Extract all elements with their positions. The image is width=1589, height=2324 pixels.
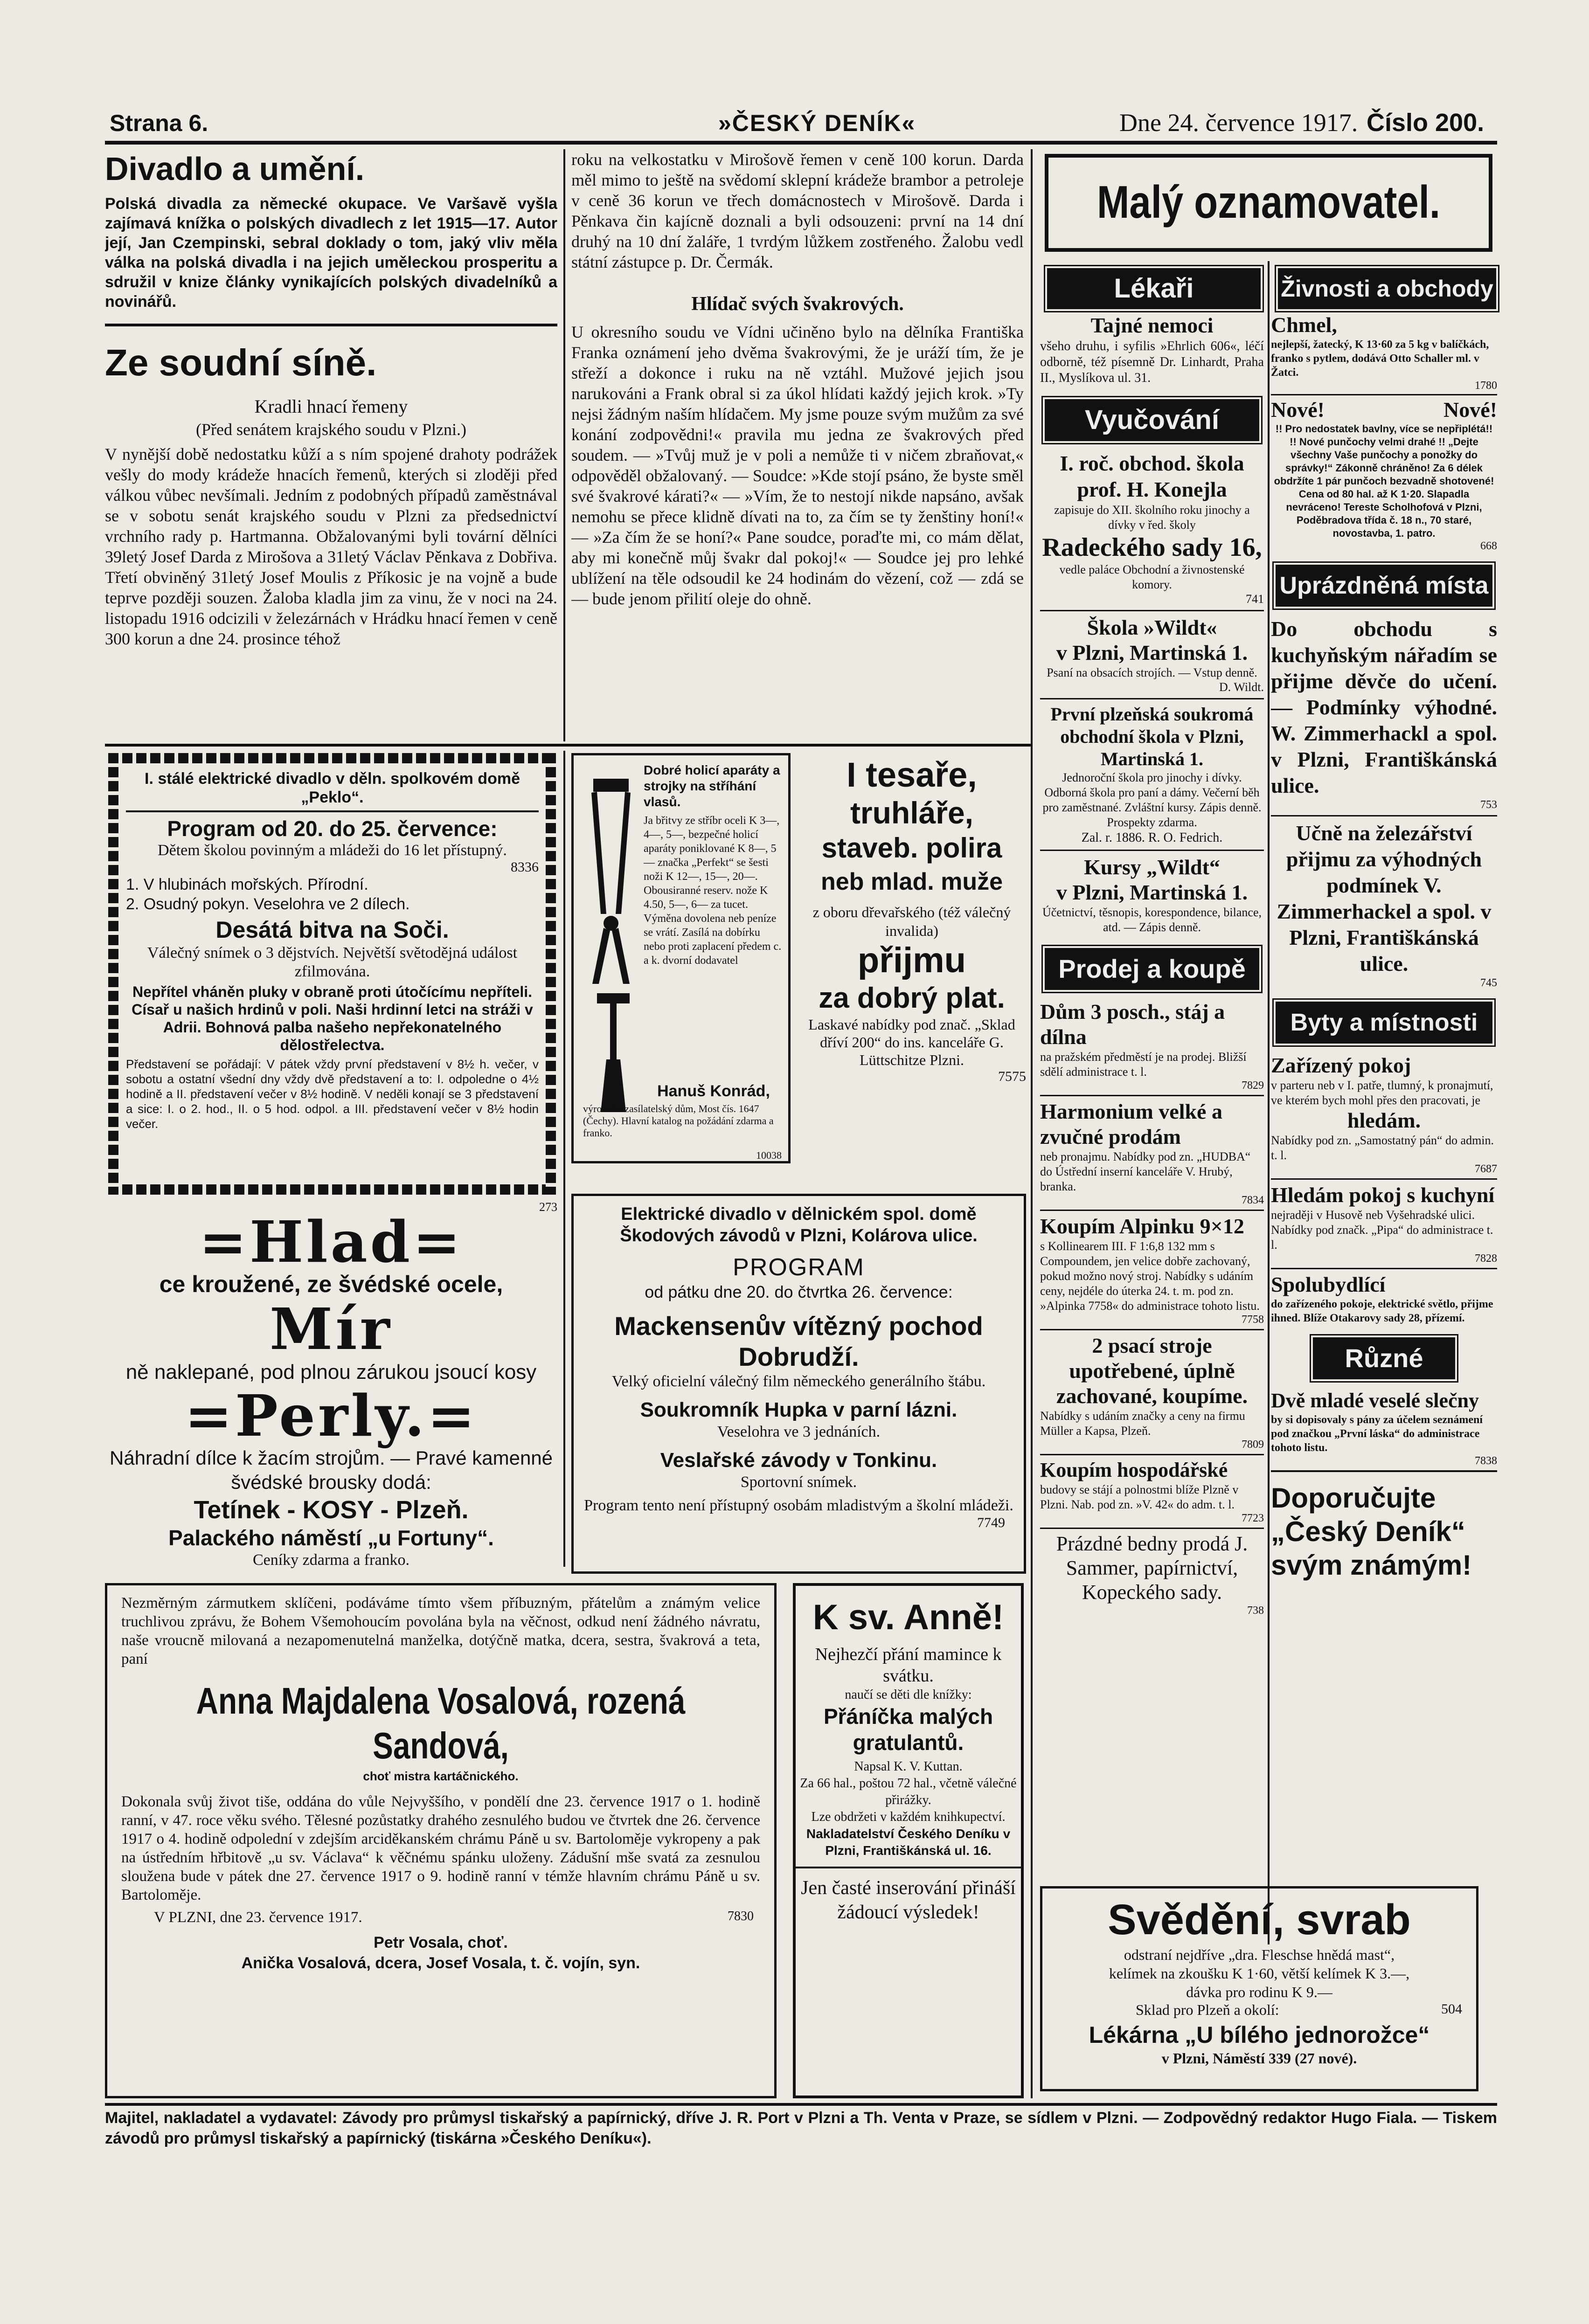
hair-clipper-icon [583,774,639,989]
ad-headline: Nové! [1271,398,1325,422]
ad-text: Nabídky pod zn. „Samostatný pán“ do admin. t. l. [1271,1134,1494,1162]
divider [1271,815,1497,816]
header-rule [105,141,1497,145]
signature: Petr Vosala, choť. [374,1934,508,1951]
ad-text: všeho druhu, i syfilis »Ehrlich 606«, léčí odborně, též písemně Dr. Linhardt, Praha II., Myslíkova ul. 31. [1040,339,1264,385]
category-banner-doctors: Lékaři [1047,268,1261,309]
ad-signature: Zal. r. 1886. R. O. Fedrich. [1081,830,1223,845]
divider [105,324,557,326]
film-title: Soukromník Hupka v parní lázni. [640,1398,958,1421]
divider [1271,1268,1497,1269]
book-title: Přáníčka malých gratulantů. [823,1704,993,1755]
ad-number: 745 [1480,977,1497,989]
pharmacy-address: v Plzni, Náměstí 339 (27 nové). [1161,2050,1357,2067]
slogan-line: ce kroužené, ze švédské ocele, [159,1271,503,1297]
ad-number: 7687 [1475,1163,1497,1175]
ad-number: 8336 [511,859,539,875]
divider [796,1867,1021,1868]
ad-headline: I tesaře, [847,755,977,794]
imprint: Majitel, nakladatel a vydavatel: Závody pro průmysl tiskařský a papírnický, dříve J. R. Port v Plzni a Th. Venta v Praze, se sídlem v Plzni. — Zodpovědný redaktor Hugo Fiala. — Tiskem závodů pro průmysl tiskařský a papírnický (tiskárna »Českého Deníku«). [105,2109,1497,2147]
divider [1271,1470,1497,1472]
ad-text: Psaní na obsacích strojích. — Vstup denně. [1047,666,1257,679]
ad-text: z oboru dřevařského (též válečný invalida) [812,904,1011,939]
book-author: Napsal K. V. Kuttan. [854,1759,963,1774]
column-rule [563,751,565,1567]
divider [1040,1528,1264,1529]
program-item: 2. Osudný pokyn. Veselohra ve 2 dílech. [126,895,410,913]
ad-text: vedle paláce Obchodní a živnostenské komory. [1059,563,1245,591]
shaving-firm: Hanuš Konrád, [657,1082,770,1100]
ad-text: nejraději v Husově neb Vyšehradské ulici. Nabídky pod značk. „Pipa“ do administrace t. l. [1271,1208,1493,1252]
ad-text: !! Pro nedostatek bavlny, více se nepřiplétá!! !! Nové punčochy velmi drahé !! „Dejte všechny Vaše punčochy a ponožky do správky!“ Zákonně chráněno! Za 6 délek obdržíte 1 pár punčoch bezvadně shotovené! Cena od 80 hal. až K 1·20. Slapadla nevráceno! Tereste Scholhofová v Plzni, Poděbradova třída č. 18 n., 70 staré, novostavba, 1. patro. [1274,423,1494,539]
film-description: Válečný snímek o 3 dějstvích. Největší světodějná událost zfilmována. [147,944,518,980]
ad-text: Do obchodu s kuchyňským nářadím se přijme děvče do učení. — Podmínky výhodné. W. Zimmerhackl a spol. v Plzni, Františkánská ulice. [1271,617,1497,797]
publisher: Nakladatelství Českého Deníku v Plzni, Františkánská ul. 16. [806,1826,1011,1858]
ad-text: Nejhezčí přání mamince k svátku. [815,1645,1002,1686]
category-banner-businesses: Živnosti a obchody [1278,268,1496,309]
ad-number: 7749 [977,1515,1005,1530]
category-banner-housing: Byty a místnosti [1276,1002,1492,1044]
cinema-program-dates: Program od 20. do 25. července: [167,816,498,841]
ad-headline: Kursy „Wildt“ [1084,855,1220,879]
court-subhead: (Před senátem krajského soudu v Plzni.) [196,420,466,439]
category-banner-sales: Prodej a koupě [1045,948,1259,990]
ad-number: 504 [1441,2001,1462,2017]
classified-column-5 [1271,312,1497,1944]
divider [1040,1329,1264,1330]
column-rule [1031,149,1033,2098]
divider [1271,1178,1497,1180]
section-rule [105,744,1031,747]
watchman-article: U okresního soudu ve Vídni učiněno bylo na dělníka Františka Franka oznámení jeho dvěma švakrovými, že je uráží tím, že je střeží a dokonce i ruku na ně vztáhl. Mužové jejich jsou narukováni a Frank obral si za úkol hlídati každý jejich krok. »Ty nejsi žádným naším hlídačem. My jsme pouze svým mužům za své konání zodpovědni!« pravila mu jedna ze švakrových před soudem. — »Tvůj muž je v poli a nemůže ti v ničem zbraňovat,« odpověděl obžalovaný. — Soudce: »Kde stojí psáno, že byste směl své švakrové kárati?« — »Vím, že to nestojí nikde napsáno, avšak nemohu se přece klidně dívati na to, za čím se ty ženštiny honí!« — »Za čím že se honí?« Pane soudce, poraďte mi, co mám dělat, aby mi konečně můj švakr dal pokoj!« — Soudce jej pro lehké ublížení na těle odsoudil ke 24 hodinám do vězení, což — zdá se — bude jenom přilití oleje do ohně. [571,323,1024,608]
cinema-ad-peklo [126,769,539,1180]
ad-number: 7809 [1242,1439,1264,1451]
ad-text: do zařízeného pokoje, elektrické světlo, přijme ihned. Blíže Otakarovy sady 28, přízemí. [1271,1298,1493,1324]
firm-name: Tetínek - KOSY - Plzeň. [194,1496,469,1524]
ad-text: odstraní nejdříve „dra. Fleschse hnědá mast“, [1124,1946,1395,1963]
ad-text: naučí se děti dle knížky: [845,1688,972,1702]
ad-headline: Hledám pokoj s kuchyní [1271,1183,1495,1207]
age-restriction: Program tento není přístupný osobám mladistvým a školní mládeži. [584,1497,1013,1514]
ad-address: v Plzni, Martinská 1. [1056,880,1248,904]
court-article: V nynější době nedostatku kůží a s ním spojené drahoty podrážek vešly do mody krádeže hnacích řemenů, kterých si zloději před válkou vůbec nevšímali. Jedním z podobných případů zaměstnával se v sobotu senát krajského soudu v Plzni za předsednictví vrchního rady p. Hartmanna. Obžalovanými byli tovární dělníci 39letý Josef Darda z Mirošova a 31letý Václav Pěnkava z Dobřiva. Třetí obviněný 31letý Josef Moulis z Příkosic je na vojně a bude teprve později souzen. Žaloba kladla jim za vinu, že v noci na 24. listopadu 1916 odcizili v železárnách v Hrádku hnací řemen v ceně 300 korun a dne 24. prosince téhož [105,445,557,648]
deceased-name: Anna Majdalena Vosalová, rozená Sandová, [196,1680,686,1766]
section-title-court: Ze soudní síně. [105,342,377,383]
ad-number: 738 [1247,1605,1264,1617]
ornament-border-bottom [108,1184,556,1195]
slogan: Jen časté inserování přináší žádoucí výsledek! [801,1877,1016,1923]
ad-text: Náhradní dílce k žacím strojům. — Pravé kamenné švédské brousky dodá: [109,1447,553,1493]
program-label: PROGRAM [733,1254,865,1281]
ad-number: 10038 [756,1149,782,1161]
ad-text: Sklad pro Plzeň a okolí: [1136,2001,1279,2018]
ad-headline: Dům 3 posch., stáj a dílna [1040,1000,1225,1049]
category-banner-misc: Různé [1313,1337,1455,1379]
ad-text: v parteru neb v I. patře, tlumný, k pronajmutí, ve kterém bych mohl přes den pracovati, je [1271,1079,1493,1107]
ad-text: budovy se stájí a polnostmi blíže Plzně v Plzni. Nab. pod zn. »V. 42« do adm. t. l. [1040,1483,1239,1511]
ad-headline: K sv. Anně! [812,1598,1004,1637]
obituary [105,1583,777,2098]
carpenter-wanted-ad [798,755,1026,1161]
ad-number: 741 [1246,592,1264,606]
ornament-border-right [546,753,556,1195]
ad-text: by si dopisovaly s pány za účelem seznámení pod značkou „První láska“ do administrace tohoto listu. [1271,1414,1483,1454]
divider [1271,394,1497,395]
ad-headline: hledám. [1347,1108,1421,1132]
film-description: Veselohra ve 3 jednáních. [717,1423,881,1440]
ad-headline: První plzeňská soukromá obchodní škola v Plzni, Martinská 1. [1050,704,1254,769]
ad-text: na pražském předměstí je na prodej. Bližší sdělí administrace t. l. [1040,1050,1247,1079]
shaving-foot: výrobní a zasílatelský dům, Most čís. 1647 (Čechy). Hlavní katalog na požádání zdarma a franko. [583,1103,774,1139]
cinema-age-note: Dětem školou povinným a mládeži do 16 let přístupný. [158,842,507,859]
ad-number: 668 [1480,540,1497,552]
ad-headline: Svědění, svrab [1108,1896,1411,1944]
ad-headline: Harmonium velké a zvučné prodám [1040,1100,1222,1148]
classified-column-4 [1040,312,1264,1944]
column-rule [1268,261,1270,1944]
shaving-ad-text: Ja břitvy ze stříbr oceli K 3—, 4—, 5—, bezpečné holicí aparáty poniklované K 8—, 5— značka „Perfekt“ se šesti noži K 12—, 15—, 20—. Obousiranné reserv. nože K 4.50, 5—, 6— za tucet. Výměna dovolena neb peníze se vrátí. Zasílá na dobírku nebo proti zaplacení předem c. a k. dvorní dodavatel [644,815,782,967]
column-rule [563,149,565,741]
ad-text: nejlepší, žatecký, K 13·60 za 5 kg v balíčkách, franko s pytlem, dodává Otto Schaller ml. v Žatci. [1271,339,1489,379]
ad-number: 7829 [1242,1079,1264,1092]
theatre-article: Polská divadla za německé okupace. Ve Varšavě vyšla zajímavá knížka o polských divadlech z let 1915—17. Autor její, Jan Czempinski, sebral doklady o tom, jaký vliv měla válka na polská divadla i na jejich uměleckou prosperitu a sdružil v knize články vynikajících polských divadelníků a novinářů. [105,195,557,311]
obituary-intro: Nezměrným zármutkem sklíčeni, podáváme tímto všem příbuzným, přátelům a známým velice truchlivou zprávu, že Bohem Všemohoucím povolána byla na věčnost, odkud není žádného návratu, naše vroucně milovaná a nezapomenutelná manželka, dotýčně matka, dcera, sestra, švakrová a teta, paní [121,1595,760,1667]
ad-address: Radeckého sady 16, [1042,533,1262,562]
ornament-border-top [108,753,556,763]
headline-watchman: Hlídač svých švakrových. [691,293,904,315]
cinema-ad-skoda [571,1194,1026,1574]
obituary-place-date: V PLZNI, dne 23. července 1917. [154,1909,362,1926]
firm-address: Palackého náměstí „u Fortuny“. [168,1526,494,1550]
film-title: Veslařské závody v Tonkinu. [660,1449,937,1472]
ad-text: s Kollinearem III. F 1:6,8 132 mm s Compoundem, jen velice dobře zachovaný, pokud možno nový stroj. Nabídky s udáním ceny, nejdéle do úterka 24. t. m. pod zn. »Alpinka 7758« do administrace tohoto listu. [1040,1239,1260,1313]
paper-name: »ČESKÝ DENÍK« [718,110,916,136]
ad-number: 7838 [1475,1455,1497,1467]
film-description: Velký oficielní válečný film německého generálního štábu. [611,1373,986,1390]
ad-headline: přijmu [857,941,966,980]
ad-headline: Koupím Alpinku 9×12 [1040,1214,1244,1238]
divider [1040,1095,1264,1096]
ad-headline: Škola »Wildt« [1087,616,1217,639]
cinema-title: I. stálé elektrické divadlo v děln. spolkovém domě „Peklo“. [145,770,520,806]
deceased-role: choť mistra kartáčnického. [363,1769,519,1783]
ad-number: 7723 [1242,1512,1264,1524]
ad-number: 7758 [1242,1314,1264,1326]
ad-number: 1780 [1475,380,1497,392]
ad-text: neb pronajmu. Nabídky pod zn. „HUDBA“ do Ústřední inserní kanceláře V. Hrubý, branka. [1040,1150,1251,1193]
ornament-border-left [108,753,118,1195]
st-anne-ad [793,1583,1024,2098]
ad-text: Lze obdržeti v každém knihkupectví. [811,1810,1006,1824]
ad-headline: Zařízený pokoj [1271,1053,1411,1077]
ad-number: 273 [539,1201,557,1214]
ad-headline: Spolubydlící [1271,1273,1386,1296]
ad-headline: Chmel, [1271,313,1337,337]
divider [1040,698,1264,699]
column-2-news [571,149,1024,741]
ad-headline: Koupím hospodářské [1040,1459,1228,1481]
film-title: Mackensenův vítězný pochod Dobrudží. [614,1311,983,1371]
shaving-ad [571,753,791,1163]
program-item: 1. V hlubinách mořských. Přírodní. [126,876,368,893]
category-banner-jobs: Uprázdněná místa [1276,565,1492,607]
section-title-theatre: Divadlo a umění. [105,151,365,187]
page-number: Strana 6. [110,110,208,136]
ad-headline: neb mlad. muže [820,868,1003,895]
cinema-title: Elektrické divadlo v dělnickém spol. domě Škodových závodů v Plzni, Kolárova ulice. [620,1204,978,1245]
signature: Anička Vosalová, dcera, Josef Vosala, t. č. vojín, syn. [241,1954,640,1972]
ad-text: Prázdné bedny prodá J. Sammer, papírnictví, Kopeckého sady. [1056,1532,1248,1604]
ad-number: 753 [1480,799,1497,811]
classified-title: Malý oznamovatel. [1096,176,1441,228]
shaving-ad-title: Dobré holicí aparáty a strojky na stříhání vlasů. [644,763,780,809]
pharmacy-name: Lékárna „U bílého jednorožce“ [1089,2022,1430,2048]
catalog-note: Ceníky zdarma a franko. [252,1551,410,1569]
ad-headline: staveb. polira [821,832,1002,864]
promo-line: Doporučujte [1271,1482,1436,1514]
divider [1040,1454,1264,1455]
book-price: Za 66 hal., poštou 72 hal., včetně válečné přirážky. [800,1776,1017,1807]
ad-text: Jednoroční škola pro jinochy i dívky. Odborná škola pro paní a dámy. Večerní běh pro zaměstnané. Zvláštní kursy. Zápis denně. Prospekty zdarma. [1042,771,1262,829]
obituary-text: Dokonala svůj život tiše, oddána do vůle Nejvyššího, v pondělí dne 23. července 1917 o 1. hodině ranní, v 47. roce věku svého. Tělesné pozůstatky drahého zesnulého budou ve čtvrtek dne 26. července 1917 o 4. hodině odpolední v zdejším arciděkanském chrámu Páně u sv. Bartoloměje vykropeny a pak na ústředním hřbitově „u sv. Václava“ k věčnému spánku uloženy. Zádušní mše svatá za zesnulou sloužena bude v pátek dne 27. července 1917 o 9. hodině ranní v témže hlavním chrámu Páně u sv. Bartoloměje. [121,1793,760,1903]
promo-line: „Český Deník“ [1271,1516,1465,1547]
ad-headline: Nové! [1443,398,1497,422]
slogan-mir: Mír [270,1295,393,1363]
ad-signature: D. Wildt. [1219,680,1264,694]
slogan-line: ně naklepané, pod plnou zárukou jsoucí kosy [125,1361,537,1383]
category-banner-education: Vyučování [1045,399,1259,441]
ad-text: Učně na železářství přijmu za výhodných podmínek V. Zimmerhackel a spol. v Plzni, Františkánská ulice. [1277,821,1492,975]
scythe-advertisement [105,1201,557,1574]
ad-headline: Dvě mladé veselé slečny [1271,1389,1479,1412]
film-scenes: Nepřítel vháněn pluky v obraně proti útočícímu nepříteli. Císař u našich hrdinů v poli. Naši hrdinní letci na stráži v Adrii. Bohnová palba našeho nepřekonatelného dělostřelectva. [132,983,533,1053]
ad-headline: 2 psací stroje upotřebené, úplně zachované, koupíme. [1056,1334,1248,1408]
issue-date: Dne 24. července 1917. [1119,109,1358,137]
ad-number: 7830 [728,1909,754,1923]
ad-headline: I. roč. obchod. škola prof. H. Konejla [1060,451,1244,501]
ad-headline: truhláře, [850,795,974,830]
ad-number: 7834 [1242,1194,1264,1206]
itch-remedy-ad [1040,1886,1478,2091]
ad-number: 7575 [998,1069,1026,1084]
court-headline: Kradli hnací řemeny [254,396,408,417]
razor-icon [592,993,634,1114]
ad-headline: Tajné nemoci [1090,313,1214,337]
ad-address: v Plzni, Martinská 1. [1056,641,1248,664]
slogan-perly: =Perly.= [184,1382,478,1449]
column-1-news [105,149,557,741]
promo-line: svým známým! [1271,1549,1472,1581]
ad-price: kelímek na zkoušku K 1·60, větší kelímek K 3.—, [1109,1965,1410,1982]
ad-text: Nabídky s udáním značky a ceny na firmu Müller a Kapsa, Plzeň. [1040,1409,1245,1438]
divider [1040,850,1264,851]
divider [1040,610,1264,611]
program-dates: od pátku dne 20. do čtvrtka 26. července: [645,1282,953,1301]
divider [126,810,539,812]
classified-title-box [1045,154,1492,252]
ad-text: zapisuje do XII. školního roku jinochy a dívky v řed. školy [1054,503,1250,532]
slogan-hlad: =Hlad= [199,1208,464,1275]
film-title: Desátá bitva na Soči. [215,917,449,943]
court-article-continued: roku na velkostatku v Mirošově řemen v ceně 100 korun. Darda měl mimo to ještě na svědomí sklepní krádeže brambor a petroleje v ceně 36 korun ve třech domácnostech v Mirošově. Darda i Pěnkava čin kajícně doznali a byli odsouzeni: první na 14 dní druhý na 10 dní žaláře, 1 tvrdým lůžkem zostřeného. Žalobu vedl státní zástupce p. Dr. Čermák. [571,150,1024,271]
footer-rule [105,2103,1497,2106]
ad-text: Účetnictví, těsnopis, korespondence, bilance, atd. — Zápis denně. [1042,906,1262,934]
ad-text: Laskavé nabídky pod znač. „Sklad dříví 200“ do ins. kanceláře G. Lüttschitze Plzni. [808,1016,1015,1068]
issue-number: Číslo 200. [1367,109,1485,137]
film-description: Sportovní snímek. [740,1473,857,1491]
ad-price: dávka pro rodinu K 9.— [1186,1984,1332,2000]
showtimes: Představení se pořádají: V pátek vždy první představení v 8½ h. večer, v sobotu a ostatní všední dny vždy dvě představení a to: I. odpoledne o 4½ hodině a II. představení večer v 8½ hodině. V neděli konají se 3 představení a sice: I. o 2. hod., II. o 5 hod. odpol. a III. představení večer v 8½ hodin večer. [126,1057,539,1131]
divider [1040,1210,1264,1211]
ad-number: 7828 [1475,1252,1497,1265]
ad-headline: za dobrý plat. [819,982,1005,1014]
